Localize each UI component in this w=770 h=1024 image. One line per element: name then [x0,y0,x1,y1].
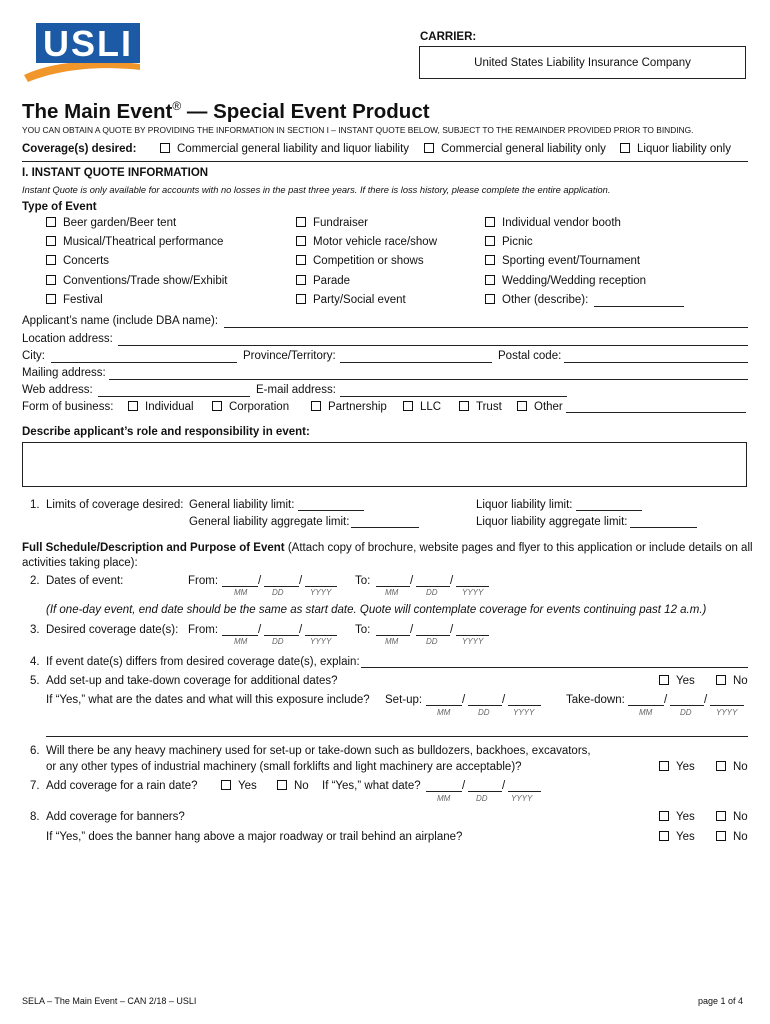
gl-limit-field[interactable] [298,510,364,511]
takedown-mm[interactable] [628,705,664,706]
date-separator: / [664,694,668,706]
checkbox-icon [659,675,669,685]
page-title: The Main Event® — Special Event Product [22,99,430,123]
form-other-field[interactable] [566,412,746,413]
q8-sub-no[interactable]: No [716,831,748,843]
location-field[interactable] [118,345,748,346]
checkbox-icon [128,401,138,411]
q5-field[interactable] [46,736,748,737]
q8-no[interactable]: No [716,811,748,823]
section-divider [22,161,748,162]
ll-agg-label: Liquor liability aggregate limit: [476,516,628,528]
carrier-value: United States Liability Insurance Company [474,57,691,69]
event-parade[interactable]: Parade [296,275,350,287]
event-vendor-booth[interactable]: Individual vendor booth [485,217,621,229]
mailing-field[interactable] [109,379,748,380]
gl-agg-field[interactable] [351,527,419,528]
date-hint-mm: MM [437,708,451,717]
setup-mm[interactable] [426,705,462,706]
checkbox-icon [221,780,231,790]
q8-sub-yes[interactable]: Yes [659,831,695,843]
role-label: Describe applicant’s role and responsibility in event: [22,426,310,438]
q7-label: Add coverage for a rain date? [46,780,198,792]
registered-mark: ® [172,99,182,113]
footer-page-number: page 1 of 4 [698,996,744,1006]
date-hint-yyyy: YYYY [462,637,484,646]
postal-field[interactable] [564,362,748,363]
form-other[interactable]: Other [517,401,563,413]
q5-setup-label: Set-up: [385,694,423,706]
date-hint-dd: DD [272,588,284,597]
q3-to-mm[interactable] [376,635,410,636]
q2-from-mm[interactable] [222,586,258,587]
date-separator: / [502,694,506,706]
checkbox-icon [716,761,726,771]
checkbox-icon [296,294,306,304]
checkbox-icon [659,831,669,841]
date-hint-mm: MM [385,588,399,597]
date-separator: / [450,575,454,587]
date-separator: / [450,624,454,636]
province-field[interactable] [340,362,492,363]
setup-yyyy[interactable] [508,705,541,706]
form-corporation[interactable]: Corporation [212,401,289,413]
checkbox-icon [212,401,222,411]
q5-sub-label: If “Yes,” what are the dates and what will this exposure include? [46,694,370,706]
province-label: Province/Territory: [243,350,336,362]
applicant-name-field[interactable] [224,327,748,328]
q3-to-dd[interactable] [416,635,450,636]
checkbox-icon [403,401,413,411]
event-beer-garden[interactable]: Beer garden/Beer tent [46,217,176,229]
date-hint-mm: MM [234,588,248,597]
schedule-heading: Full Schedule/Description and Purpose of Event (Attach copy of brochure, website pages and flyer to this application or include details on all [22,542,753,554]
coverage-option-cgl-liquor[interactable]: Commercial general liability and liquor liability [160,143,409,155]
q3-from-dd[interactable] [264,635,299,636]
q2-from-label: From: [188,575,219,587]
event-other[interactable]: Other (describe): [485,294,588,306]
event-fundraiser[interactable]: Fundraiser [296,217,368,229]
date-separator: / [462,694,466,706]
q3-from-label: From: [188,624,219,636]
coverage-option-liquor-only[interactable]: Liquor liability only [620,143,731,155]
q3-number: 3. [30,624,40,636]
logo-text: USLI [42,23,134,64]
q2-note: (If one-day event, end date should be the same as start date. Quote will contemplate coverage for events continuing past 12 a.m.) [46,604,707,616]
checkbox-icon [485,294,495,304]
checkbox-icon [716,831,726,841]
date-hint-dd: DD [680,708,692,717]
location-label: Location address: [22,333,113,345]
q2-from-dd[interactable] [264,586,299,587]
mailing-label: Mailing address: [22,367,106,379]
checkbox-icon [620,143,630,153]
q3-from-yyyy[interactable] [305,635,337,636]
q8-sub-label: If “Yes,” does the banner hang above a major roadway or trail behind an airplane? [46,831,463,843]
event-musical[interactable]: Musical/Theatrical performance [46,236,223,248]
postal-label: Postal code: [498,350,562,362]
applicant-name-label: Applicant’s name (include DBA name): [22,315,219,327]
q8-number: 8. [30,811,40,823]
form-individual[interactable]: Individual [128,401,194,413]
event-festival[interactable]: Festival [46,294,103,306]
checkbox-icon [296,275,306,285]
checkbox-icon [46,255,56,265]
event-concerts[interactable]: Concerts [46,255,109,267]
web-field[interactable] [98,396,250,397]
q6-number: 6. [30,745,40,757]
event-sporting[interactable]: Sporting event/Tournament [485,255,640,267]
setup-dd[interactable] [468,705,502,706]
date-hint-dd: DD [426,637,438,646]
rain-dd[interactable] [468,791,502,792]
usli-logo-graphic [22,20,142,82]
checkbox-icon [46,294,56,304]
q6-no[interactable]: No [716,761,748,773]
checkbox-icon [46,217,56,227]
q3-to-yyyy[interactable] [456,635,489,636]
checkbox-icon [485,217,495,227]
takedown-yyyy[interactable] [710,705,744,706]
q1-label: Limits of coverage desired: [46,499,184,511]
city-field[interactable] [51,362,237,363]
coverage-option-cgl-only[interactable]: Commercial general liability only [424,143,606,155]
q5-takedown-label: Take-down: [566,694,625,706]
checkbox-icon [296,217,306,227]
date-hint-dd: DD [476,794,488,803]
checkbox-icon [296,255,306,265]
date-separator: / [258,575,262,587]
form-partnership[interactable]: Partnership [311,401,387,413]
form-llc[interactable]: LLC [403,401,441,413]
date-hint-mm: MM [385,637,399,646]
checkbox-icon [659,761,669,771]
q6-line2: or any other types of industrial machinery (small forklifts and light machinery are acceptable)? [46,761,522,773]
q6-line1: Will there be any heavy machinery used for set-up or take-down such as bulldozers, backhoes, excavators, [46,745,591,757]
q5-number: 5. [30,675,40,687]
q2-to-yyyy[interactable] [456,586,489,587]
email-field[interactable] [340,396,567,397]
date-hint-dd: DD [272,637,284,646]
q8-yes[interactable]: Yes [659,811,695,823]
checkbox-icon [160,143,170,153]
q6-yes[interactable]: Yes [659,761,695,773]
q7-no[interactable]: No [277,780,309,792]
carrier-label: CARRIER: [420,31,477,43]
checkbox-icon [296,236,306,246]
q3-to-label: To: [355,624,371,636]
q8-label: Add coverage for banners? [46,811,185,823]
coverage-label: Coverage(s) desired: [22,143,137,155]
date-separator: / [299,624,303,636]
form-business-label: Form of business: [22,401,114,413]
checkbox-icon [485,236,495,246]
date-separator: / [502,780,506,792]
city-label: City: [22,350,45,362]
checkbox-icon [459,401,469,411]
date-separator: / [410,624,414,636]
checkbox-icon [46,275,56,285]
checkbox-icon [517,401,527,411]
q5-yes[interactable]: Yes [659,675,695,687]
q5-no[interactable]: No [716,675,748,687]
q2-to-mm[interactable] [376,586,410,587]
ll-limit-label: Liquor liability limit: [476,499,573,511]
checkbox-icon [485,255,495,265]
event-other-field[interactable] [594,306,684,307]
email-label: E-mail address: [256,384,336,396]
event-picnic[interactable]: Picnic [485,236,533,248]
checkbox-icon [46,236,56,246]
q2-from-yyyy[interactable] [305,586,337,587]
web-label: Web address: [22,384,93,396]
q2-label: Dates of event: [46,575,124,587]
date-hint-yyyy: YYYY [511,794,533,803]
intro-text: YOU CAN OBTAIN A QUOTE BY PROVIDING THE INFORMATION IN SECTION I – INSTANT QUOTE BELOW, SUBJECT TO THE REMAINDER PROVIDED PRIOR TO BINDING. [22,125,694,135]
q7-ifyes-label: If “Yes,” what date? [322,780,421,792]
date-hint-mm: MM [639,708,653,717]
q2-to-dd[interactable] [416,586,450,587]
event-competition[interactable]: Competition or shows [296,255,424,267]
date-separator: / [299,575,303,587]
usli-logo [22,20,142,82]
ll-limit-field[interactable] [576,510,642,511]
event-type-label: Type of Event [22,201,97,213]
q7-yes[interactable]: Yes [221,780,257,792]
date-separator: / [704,694,708,706]
q2-to-label: To: [355,575,371,587]
section1-note: Instant Quote is only available for accounts with no losses in the past three years. If there is loss history, please complete the entire application. [22,185,611,195]
date-hint-mm: MM [437,794,451,803]
q3-from-mm[interactable] [222,635,258,636]
event-conventions[interactable]: Conventions/Trade show/Exhibit [46,275,228,287]
footer-form-id: SELA – The Main Event – CAN 2/18 – USLI [22,996,197,1006]
date-separator: / [258,624,262,636]
checkbox-icon [716,675,726,685]
date-hint-yyyy: YYYY [716,708,738,717]
q1-number: 1. [30,499,40,511]
date-hint-dd: DD [478,708,490,717]
q4-field[interactable] [361,667,748,668]
event-party[interactable]: Party/Social event [296,294,406,306]
q4-label: If event date(s) differs from desired coverage date(s), explain: [46,656,360,668]
date-separator: / [462,780,466,792]
q3-label: Desired coverage date(s): [46,624,179,636]
date-hint-yyyy: YYYY [310,588,332,597]
q7-number: 7. [30,780,40,792]
date-hint-mm: MM [234,637,248,646]
event-motor-vehicle[interactable]: Motor vehicle race/show [296,236,437,248]
date-hint-yyyy: YYYY [513,708,535,717]
date-separator: / [410,575,414,587]
role-textarea[interactable] [22,442,747,487]
gl-limit-label: General liability limit: [189,499,295,511]
checkbox-icon [277,780,287,790]
section1-heading: I. INSTANT QUOTE INFORMATION [22,167,209,179]
checkbox-icon [311,401,321,411]
event-wedding[interactable]: Wedding/Wedding reception [485,275,646,287]
gl-agg-label: General liability aggregate limit: [189,516,350,528]
checkbox-icon [485,275,495,285]
checkbox-icon [424,143,434,153]
schedule-heading-cont: activities taking place): [22,557,138,569]
checkbox-icon [716,811,726,821]
ll-agg-field[interactable] [630,527,697,528]
date-hint-yyyy: YYYY [462,588,484,597]
q5-label: Add set-up and take-down coverage for additional dates? [46,675,338,687]
rain-mm[interactable] [426,791,462,792]
form-trust[interactable]: Trust [459,401,502,413]
date-hint-dd: DD [426,588,438,597]
date-hint-yyyy: YYYY [310,637,332,646]
q2-number: 2. [30,575,40,587]
checkbox-icon [659,811,669,821]
takedown-dd[interactable] [670,705,704,706]
rain-yyyy[interactable] [508,791,541,792]
q4-number: 4. [30,656,40,668]
